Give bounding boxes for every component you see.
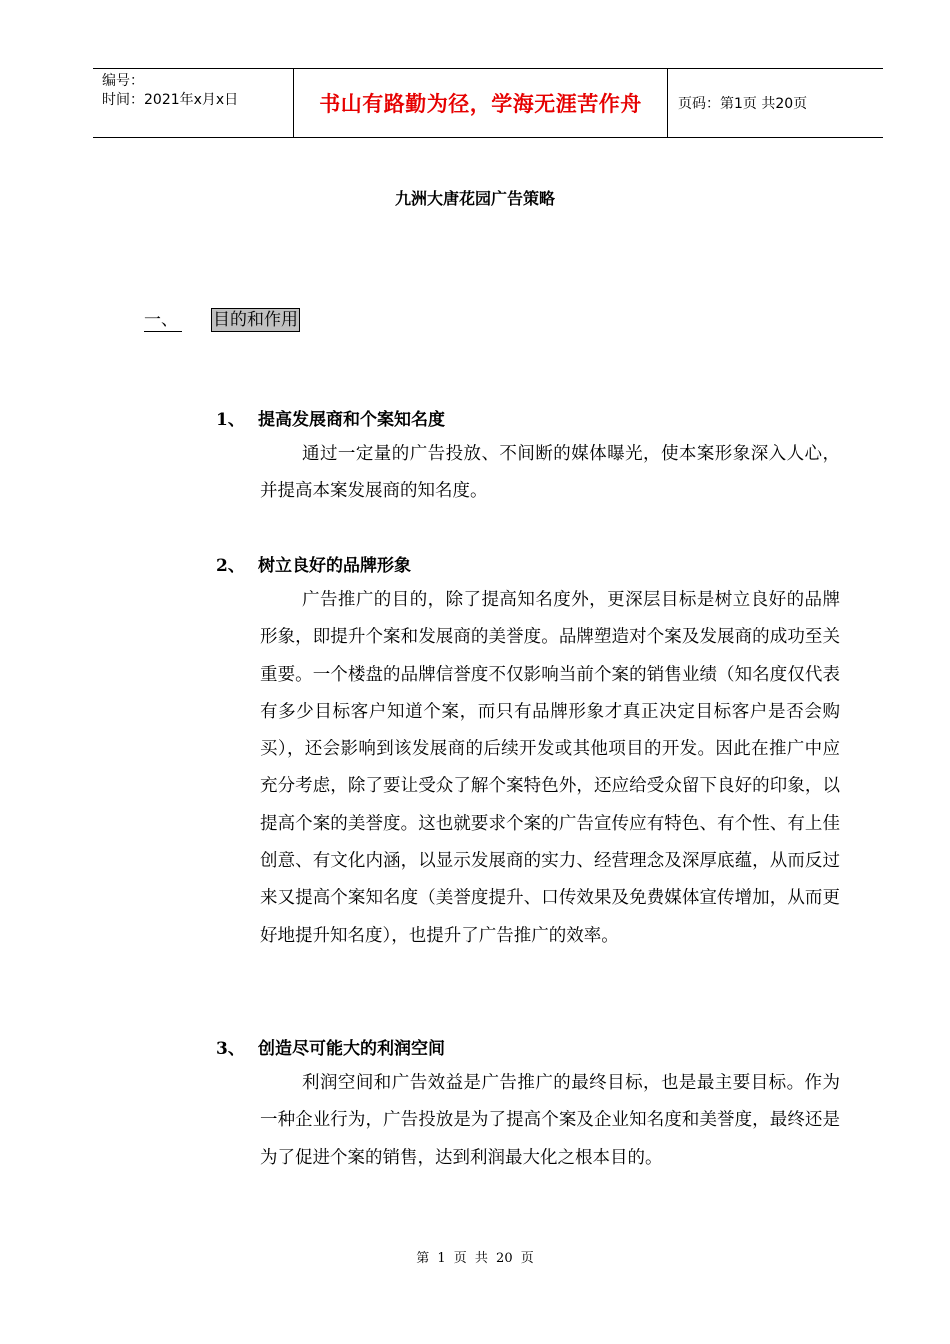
- item-title: 树立良好的品牌形象: [258, 555, 411, 576]
- item-title: 创造尽可能大的利润空间: [258, 1038, 445, 1059]
- item-number: 1、: [216, 409, 245, 430]
- document-title: 九洲大唐花园广告策略: [394, 189, 555, 208]
- item-heading-2: [216, 551, 411, 575]
- section-heading: [144, 307, 300, 333]
- time-label: 时间：2021年x月x日: [102, 92, 239, 108]
- item-title: 提高发展商和个案知名度: [258, 409, 445, 430]
- serial-label: 编号：: [102, 73, 144, 89]
- item-heading-3: [216, 1034, 445, 1058]
- page-footer: 第 1 页 共 20 页: [416, 1251, 534, 1266]
- item-number: 3、: [216, 1038, 245, 1059]
- item-paragraph-1: 通过一定量的广告投放、不间断的媒体曝光，使本案形象深入人心，并提高本案发展商的知名度。: [260, 444, 840, 502]
- section-number: 一、: [144, 309, 182, 332]
- header-table: [93, 68, 883, 138]
- header-meta: [93, 69, 294, 137]
- header-page-label: 页码：第1页 共20页: [678, 96, 808, 112]
- section-title: 目的和作用: [213, 310, 298, 330]
- header-motto: 书山有路勤为径，学海无涯苦作舟: [294, 69, 668, 137]
- item-paragraph-2: 广告推广的目的，除了提高知名度外，更深层目标是树立良好的品牌形象，即提升个案和发展商的美誉度。品牌塑造对个案及发展商的成功至关重要。一个楼盘的品牌信誉度不仅影响当前个案的销售业绩（知名度仅代表有多少目标客户知道个案，而只有品牌形象才真正决定目标客户是否会购买），还会影响到该发展商的后续开发或其他项目的开发。因此在推广中应充分考虑，除了要让受众了解个案特色外，还应给受众留下良好的印象，以提高个案的美誉度。这也就要求个案的广告宣传应有特色、有个性、有上佳创意、有文化内涵，以显示发展商的实力、经营理念及深厚底蕴，从而反过来又提高个案知名度（美誉度提升、口传效果及免费媒体宣传增加，从而更好地提升知名度），也提升了广告推广的效率。: [260, 590, 840, 946]
- item-paragraph-3: 利润空间和广告效益是广告推广的最终目标，也是最主要目标。作为一种企业行为，广告投放是为了提高个案及企业知名度和美誉度，最终还是为了促进个案的销售，达到利润最大化之根本目的。: [260, 1073, 840, 1168]
- item-heading-1: [216, 405, 445, 429]
- item-number: 2、: [216, 555, 245, 576]
